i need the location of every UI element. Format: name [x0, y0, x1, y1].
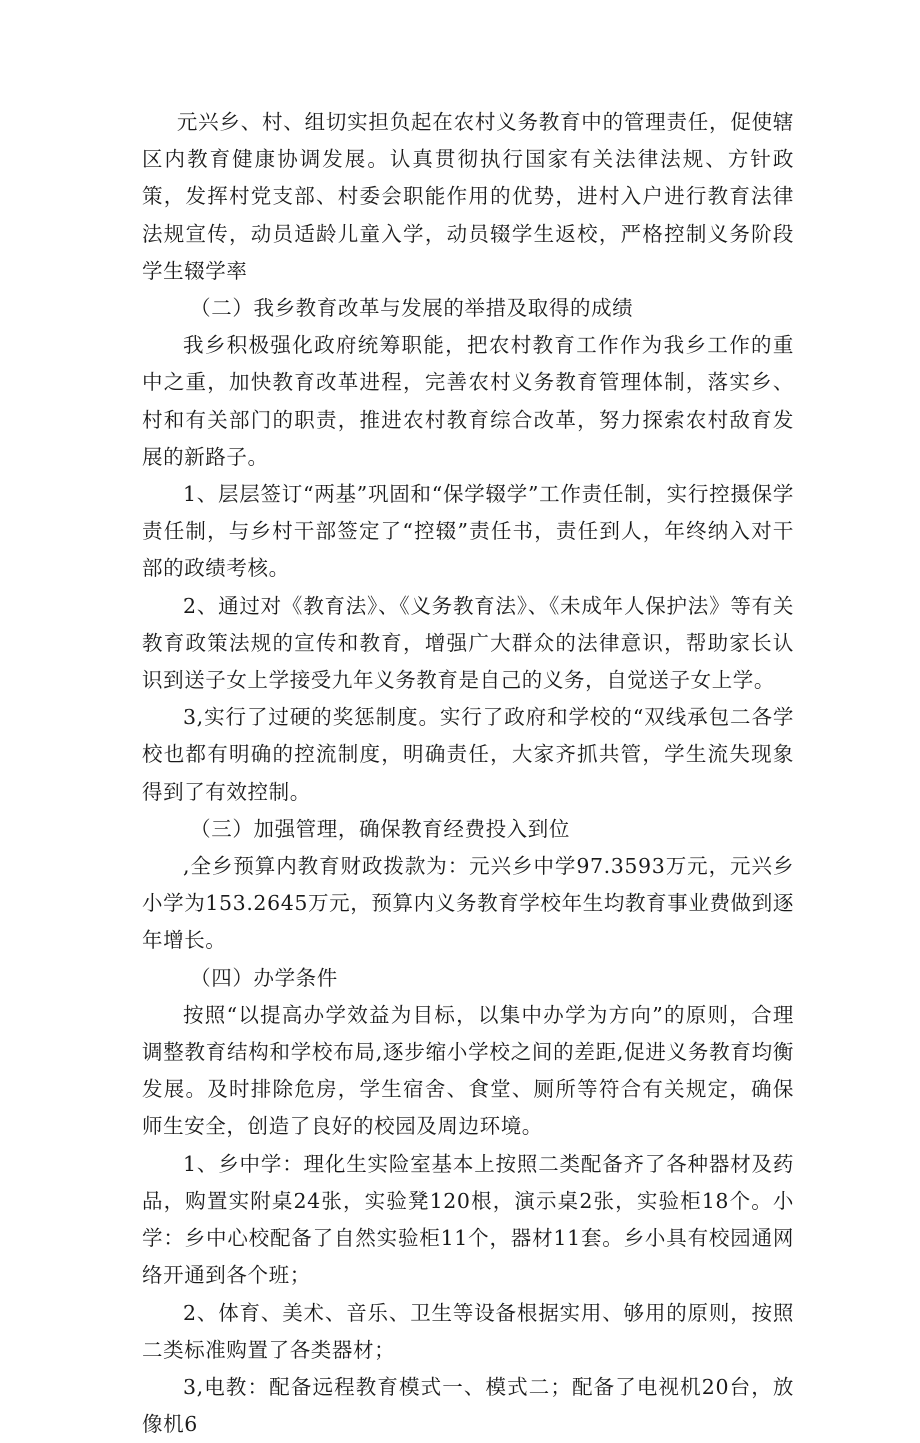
- section-heading-school-conditions: （四）办学条件: [190, 965, 338, 990]
- paragraph-management-responsibility: 元兴乡、村、组切实担负起在农村义务教育中的管理责任，促使辖区内教育健康协调发展。认真贯彻执行国家有关法律法规、方针政策，发挥村党支部、村委会职能作用的优势，进村入户进行教育法律法规宣传，动员适龄儿童入学，动员辍学生返校，严格控制义务阶段学生辍学率: [142, 110, 794, 283]
- paragraph-av-equipment: 3,电教：配备远程教育模式一、模式二；配备了电视机20台，放像机6: [142, 1374, 794, 1437]
- paragraph-law-publicity: 2、通过对《教育法》、《义务教育法》、《未成年人保护法》等有关教育政策法规的宣传和教育，增强广大群众的法律意识，帮助家长认识到送子女上学接受九年义务教育是自己的义务，自觉送子女上学。: [142, 593, 794, 693]
- section-heading-funding: （三）加强管理，确保教育经费投入到位: [190, 816, 570, 841]
- document-body: [142, 104, 794, 1443]
- section-heading-reform-measures: （二）我乡教育改革与发展的举措及取得的成绩: [190, 296, 634, 321]
- paragraph-reward-punishment: 3,实行了过硬的奖惩制度。实行了政府和学校的“双线承包二各学校也都有明确的控流制度，明确责任，大家齐抓共管，学生流失现象得到了有效控制。: [142, 705, 794, 804]
- paragraph-government-coordination: 我乡积极强化政府统筹职能，把农村教育工作作为我乡工作的重中之重，加快教育改革进程，完善农村义务教育管理体制，落实乡、村和有关部门的职责，推进农村教育综合改革，努力探索农村敌育发展的新路子。: [142, 333, 794, 469]
- paragraph-budget-allocation: ,全乡预算内教育财政拨款为：元兴乡中学97.3593万元，元兴乡小学为153.2645万元，预算内义务教育学校年生均教育事业费做到逐年增长。: [142, 854, 794, 953]
- paragraph-school-layout: 按照“以提高办学效益为目标，以集中办学为方向”的原则，合理调整教育结构和学校布局,逐步缩小学校之间的差距,促进义务教育均衡发展。及时排除危房，学生宿舍、食堂、厕所等符合有关规定，确保师生安全，创造了良好的校园及周边环境。: [142, 1002, 794, 1139]
- paragraph-responsibility-system: 1、层层签订“两基”巩固和“保学辍学”工作责任制，实行控摄保学责任制，与乡村干部签定了“控辍”责任书，责任到人，年终纳入对干部的政绩考核。: [142, 482, 794, 581]
- paragraph-arts-sports-equipment: 2、体育、美术、音乐、卫生等设备根据实用、够用的原则，按照二类标准购置了各类器材；: [142, 1300, 794, 1362]
- paragraph-lab-equipment: 1、乡中学：理化生实险室基本上按照二类配备齐了各种器材及药品，购置实附桌24张，实验凳120根，演示桌2张，实验柜18个。小学：乡中心校配备了自然实验柜11个，器材11套。乡小具有校园通网络开通到各个班；: [142, 1151, 794, 1288]
